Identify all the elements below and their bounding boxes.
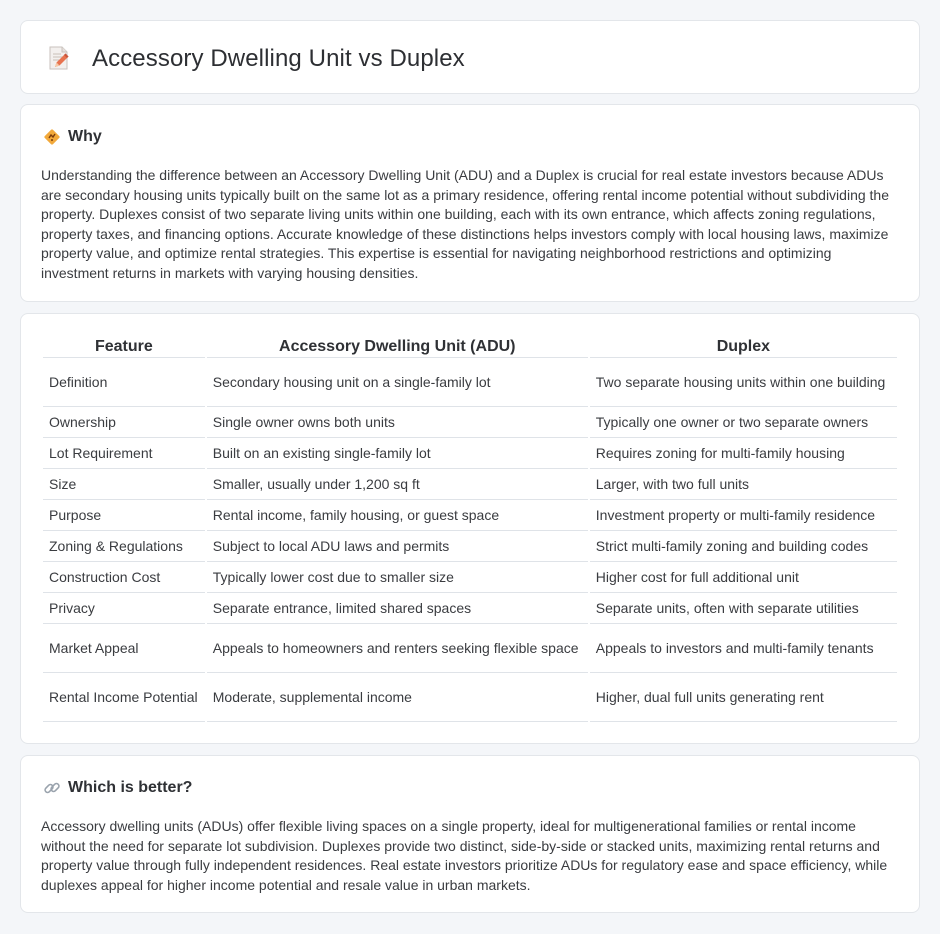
duplex-cell: Higher, dual full units generating rent [590, 673, 897, 722]
header-card [20, 20, 920, 94]
feature-cell: Definition [43, 358, 205, 407]
why-text: Understanding the difference between an Accessory Dwelling Unit (ADU) and a Duplex is crucial for real estate investors because ADUs are secondary housing units typically built on the same lot as a primary residence, offering rental income potential without subdividing the property. Duplexes consist of two separate living units within one building, each with its own entrance, which affects zoning regulations, property taxes, and financing options. Accurate knowledge of these distinctions helps investors comply with local housing laws, maximize property value, and optimize rental strategies. This expertise is essential for navigating neighborhood restrictions and optimizing investment returns in markets with varying housing densities. [41, 167, 889, 281]
duplex-cell: Investment property or multi-family residence [590, 500, 897, 531]
why-section [20, 104, 920, 302]
comparison-section [20, 313, 920, 744]
table-row [43, 673, 897, 722]
table-row [43, 562, 897, 593]
table-row [43, 469, 897, 500]
table-row [43, 531, 897, 562]
feature-cell: Construction Cost [43, 562, 205, 593]
table-row [43, 624, 897, 673]
feature-cell: Zoning & Regulations [43, 531, 205, 562]
which-is-better-section [20, 755, 920, 913]
page-title: Accessory Dwelling Unit vs Duplex [92, 45, 465, 72]
why-header [43, 128, 102, 146]
duplex-cell: Two separate housing units within one building [590, 358, 897, 407]
adu-cell: Separate entrance, limited shared spaces [207, 593, 588, 624]
column-header-feature: Feature [43, 334, 205, 358]
duplex-cell: Requires zoning for multi-family housing [590, 438, 897, 469]
comparison-table [41, 334, 899, 722]
adu-cell: Single owner owns both units [207, 407, 588, 438]
adu-cell: Moderate, supplemental income [207, 673, 588, 722]
feature-cell: Privacy [43, 593, 205, 624]
duplex-cell: Larger, with two full units [590, 469, 897, 500]
table-row [43, 407, 897, 438]
better-text: Accessory dwelling units (ADUs) offer flexible living spaces on a single property, ideal for multigenerational families or rental income without the need for separate lot subdivision. Duplexes provide two distinct, side-by-side or stacked units, maximizing rental returns and property value through fully independent residences. Real estate investors prioritize ADUs for regulatory ease and space efficiency, while duplexes appeal for higher income potential and resale value in urban markets. [41, 818, 888, 893]
feature-cell: Lot Requirement [43, 438, 205, 469]
table-row [43, 593, 897, 624]
duplex-cell: Strict multi-family zoning and building codes [590, 531, 897, 562]
better-title: Which is better? [68, 779, 193, 796]
column-header-duplex: Duplex [590, 334, 897, 358]
duplex-cell: Typically one owner or two separate owners [590, 407, 897, 438]
adu-cell: Rental income, family housing, or guest space [207, 500, 588, 531]
duplex-cell: Separate units, often with separate utilities [590, 593, 897, 624]
adu-cell: Built on an existing single-family lot [207, 438, 588, 469]
diamond-signal-icon [43, 128, 61, 146]
adu-cell: Subject to local ADU laws and permits [207, 531, 588, 562]
table-row [43, 500, 897, 531]
better-header [43, 779, 192, 797]
adu-cell: Secondary housing unit on a single-family lot [207, 358, 588, 407]
adu-cell: Appeals to homeowners and renters seeking flexible space [207, 624, 588, 673]
table-row [43, 358, 897, 407]
feature-cell: Size [43, 469, 205, 500]
duplex-cell: Higher cost for full additional unit [590, 562, 897, 593]
feature-cell: Purpose [43, 500, 205, 531]
adu-cell: Smaller, usually under 1,200 sq ft [207, 469, 588, 500]
adu-cell: Typically lower cost due to smaller size [207, 562, 588, 593]
table-header-row [43, 334, 897, 358]
document-pencil-icon [47, 45, 71, 71]
column-header-adu: Accessory Dwelling Unit (ADU) [207, 334, 588, 358]
duplex-cell: Appeals to investors and multi-family tenants [590, 624, 897, 673]
link-icon [43, 779, 61, 797]
table-row [43, 438, 897, 469]
feature-cell: Rental Income Potential [43, 673, 205, 722]
feature-cell: Ownership [43, 407, 205, 438]
feature-cell: Market Appeal [43, 624, 205, 673]
why-title: Why [68, 128, 102, 145]
